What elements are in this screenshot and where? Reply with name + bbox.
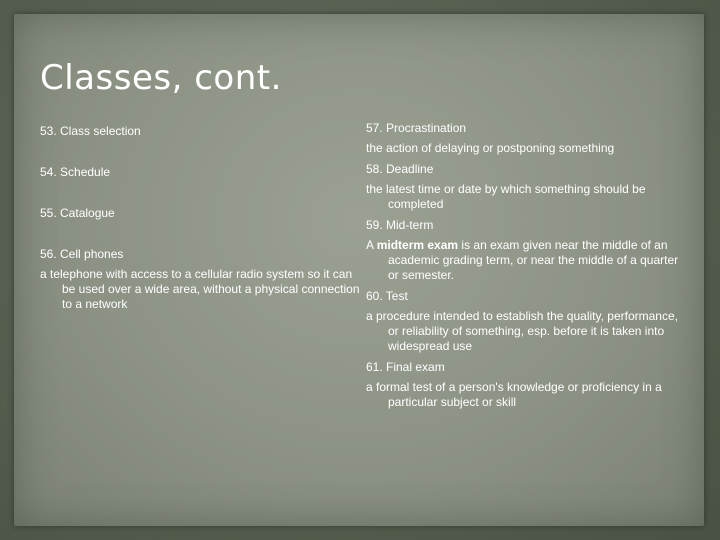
definition-test: a procedure intended to establish the quality, performance, or reliability of something, esp. before it is taken into widespread use	[366, 309, 678, 353]
slide-title: Classes, cont.	[40, 58, 282, 98]
left-column	[40, 124, 360, 312]
term-mid-term: 59. Mid-term	[366, 218, 434, 232]
term-test: 60. Test	[366, 289, 408, 303]
definition-procrastination: the action of delaying or postponing something	[366, 141, 615, 155]
term-cell-phones: 56. Cell phones	[40, 247, 124, 261]
definition-mid-term-prefix: A	[366, 238, 377, 252]
term-procrastination: 57. Procrastination	[366, 121, 467, 135]
definition-cell-phones: a telephone with access to a cellular radio system so it can be used over a wide area, without a physical connection to a network	[40, 267, 360, 311]
term-schedule: 54. Schedule	[40, 165, 111, 179]
definition-final-exam: a formal test of a person's knowledge or proficiency in a particular subject or skill	[366, 380, 662, 409]
term-catalogue: 55. Catalogue	[40, 206, 115, 220]
right-column	[366, 121, 684, 416]
term-class-selection: 53. Class selection	[40, 124, 141, 138]
definition-mid-term	[366, 238, 684, 283]
definition-mid-term-bold: midterm exam	[376, 238, 459, 252]
definition-mid-term-rest: is an exam given near the middle of an academic grading term, or near the middle of a quarter or semester.	[388, 238, 679, 282]
term-deadline: 58. Deadline	[366, 162, 434, 176]
term-final-exam: 61. Final exam	[366, 360, 445, 374]
definition-deadline: the latest time or date by which something should be completed	[366, 182, 646, 211]
